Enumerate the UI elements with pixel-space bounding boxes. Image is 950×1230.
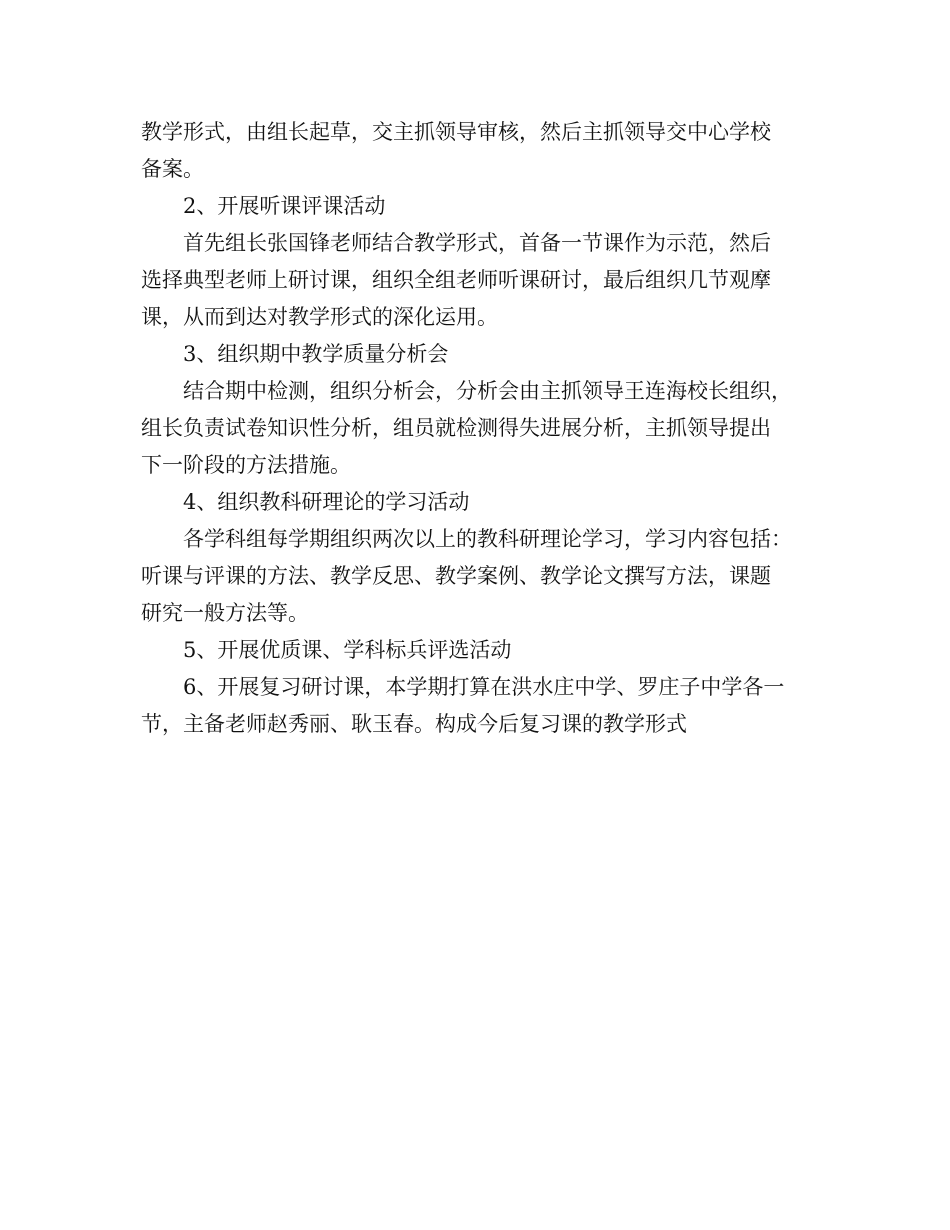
document-body [141,114,813,743]
section-heading-2: 2、开展听课评课活动 [183,194,386,218]
text-line-5: 选择典型老师上研讨课，组织全组老师听课研讨，最后组织几节观摩 [141,268,771,292]
text-line-17: 节，主备老师赵秀丽、耿玉春。构成今后复习课的教学形式 [141,712,687,736]
text-line-9: 组长负责试卷知识性分析，组员就检测得失进展分析，主抓领导提出 [141,416,771,440]
section-heading-4: 4、组织教科研理论的学习活动 [183,490,470,514]
text-line-14: 研究一般方法等。 [141,601,309,625]
text-line-12: 各学科组每学期组织两次以上的教科研理论学习，学习内容包括： [183,527,792,551]
section-heading-3: 3、组织期中教学质量分析会 [183,342,449,366]
text-line-2: 备案。 [141,157,204,181]
text-line-1: 教学形式，由组长起草，交主抓领导审核，然后主抓领导交中心学校 [141,120,771,144]
text-line-13: 听课与评课的方法、教学反思、教学案例、教学论文撰写方法，课题 [141,564,771,588]
section-heading-6: 6、开展复习研讨课，本学期打算在洪水庄中学、罗庄子中学各一 [183,675,785,699]
text-line-4: 首先组长张国锋老师结合教学形式，首备一节课作为示范，然后 [183,231,771,255]
text-line-6: 课，从而到达对教学形式的深化运用。 [141,305,498,329]
text-line-10: 下一阶段的方法措施。 [141,453,351,477]
section-heading-5: 5、开展优质课、学科标兵评选活动 [183,638,512,662]
text-line-8: 结合期中检测，组织分析会，分析会由主抓领导王连海校长组织， [183,379,792,403]
